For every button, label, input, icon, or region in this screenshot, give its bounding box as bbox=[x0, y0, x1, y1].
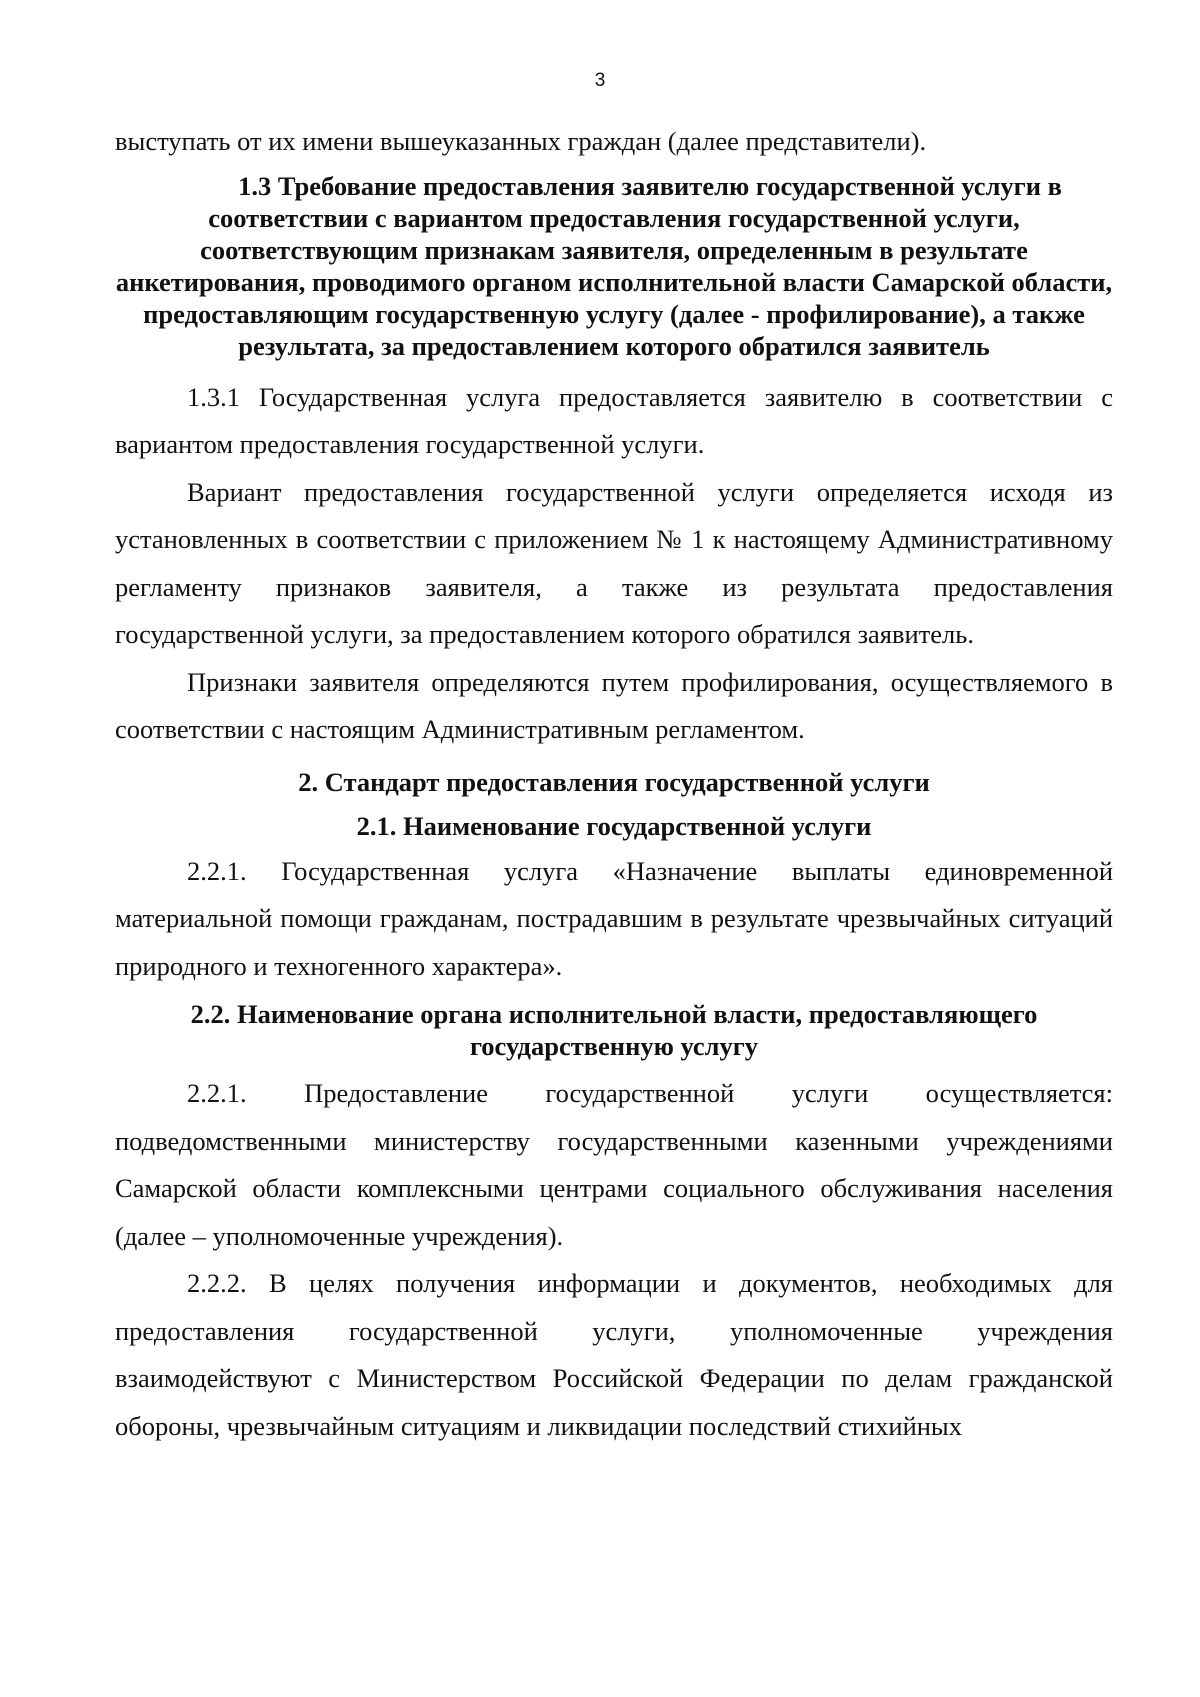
section-1-3-heading: 1.3 Требование предоставления заявителю государственной услуги в соответствии с вариантом предоставления государственной услуги, соответствующим признакам заявителя, определенным в результате анкетирования, проводимого органом исполнительной власти Самарской области, предоставляющим государственную услугу (далее - профилирование), а также результата, за предоставлением которого обратился заявитель bbox=[115, 170, 1113, 361]
document-body bbox=[115, 118, 1113, 1450]
paragraph-2-2-1-provider: 2.2.1. Предоставление государственной услуги осуществляется: подведомственными министерству государственными казенными учреждениями Самарской области комплексными центрами социального обслуживания населения (далее – уполномоченные учреждения). bbox=[115, 1078, 1113, 1251]
section-2-heading: 2. Стандарт предоставления государственной услуги bbox=[298, 766, 930, 797]
paragraph-variant: Вариант предоставления государственной услуги определяется исходя из установленных в соответствии с приложением № 1 к настоящему Административному регламенту признаков заявителя, а также из результата предоставления государственной услуги, за предоставлением которого обратился заявитель. bbox=[115, 476, 1113, 649]
paragraph-1-3-1: 1.3.1 Государственная услуга предоставляется заявителю в соответствии с вариантом предоставления государственной услуги. bbox=[115, 381, 1113, 459]
paragraph-applicant-signs: Признаки заявителя определяются путем профилирования, осуществляемого в соответствии с настоящим Административным регламентом. bbox=[115, 666, 1113, 744]
intro-line: выступать от их имени вышеуказанных граждан (далее представители). bbox=[115, 126, 927, 156]
page-number: 3 bbox=[594, 70, 606, 91]
paragraph-2-2-1-service-name: 2.2.1. Государственная услуга «Назначение выплаты единовременной материальной помощи гражданам, пострадавшим в результате чрезвычайных ситуаций природного и техногенного характера». bbox=[115, 855, 1113, 981]
paragraph-2-2-2: 2.2.2. В целях получения информации и документов, необходимых для предоставления государственной услуги, уполномоченные учреждения взаимодействуют с Министерством Российской Федерации по делам гражданской обороны, чрезвычайным ситуациям и ликвидации последствий стихийных bbox=[115, 1268, 1113, 1441]
subsection-2-1-heading: 2.1. Наименование государственной услуги bbox=[356, 810, 872, 841]
subsection-2-2-heading: 2.2. Наименование органа исполнительной власти, предоставляющего государственную услугу bbox=[190, 999, 1038, 1061]
